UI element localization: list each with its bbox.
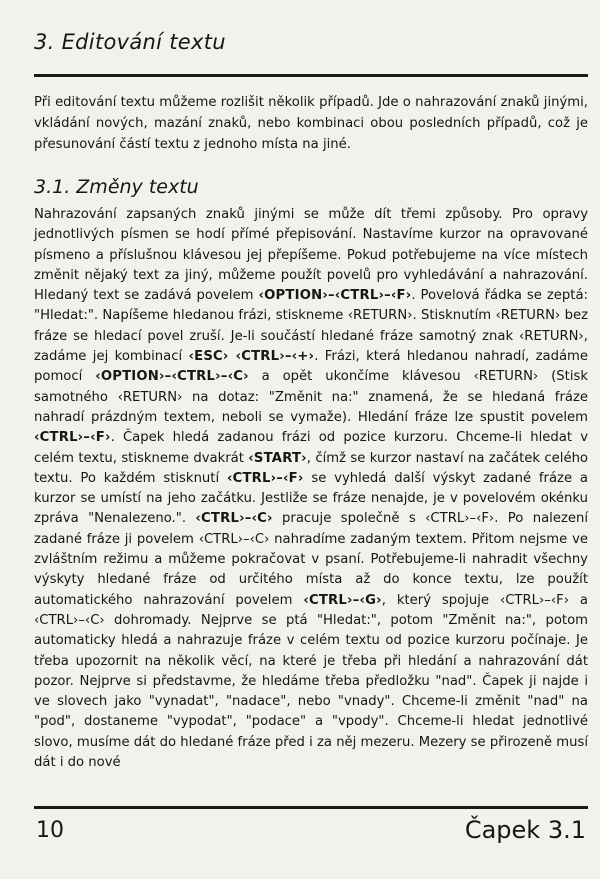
body-text-segment: . Čapek hledá zadanou frázi od pozice kurzoru. Chceme-li hledat v celém textu, stiskneme dvakrát <box>34 430 588 466</box>
section-title: 3.1. Změny textu <box>34 176 199 198</box>
footer-brand: Čapek 3.1 <box>464 816 586 844</box>
body-text-segment: a opět ukončíme klávesou ‹RETURN› (Stisk samotného ‹RETURN› na dotaz: "Změnit na:" znamená, že se hledaná fráze nahradí prázdným textem, neboli se vymaže). Hledání fráze lze spustit povelem <box>34 369 589 425</box>
key-command-esc-ctrl-plus: ‹ESC› ‹CTRL›–‹+› <box>188 349 315 365</box>
key-command-ctrl-f: ‹CTRL›–‹F› <box>226 470 304 486</box>
body-text-segment: Nahrazování zapsaných znaků jinými se může dít třemi způsoby. Pro opravy jednotlivých písmen se hodí přímé přepisování. Nastavíme kurzor na opravované písmeno a příslušnou klávesou jej přepíšeme. Pokud potřebujeme na více místech změnit nějaký text za jiný, můžeme použít povelů pro vyhledávání a nahrazování. Hledaný text se zadává povelem <box>34 207 588 304</box>
key-command-start: ‹START› <box>248 450 307 466</box>
body-text-segment: . Povelová řádka se zeptá: "Hledat:". Napíšeme hledanou frázi, stiskneme ‹RETURN›. Stisknutím ‹RETURN› bez fráze se hledací povel zruší. Je-li součástí hledané fráze samotný znak ‹RETURN›, zadáme jej kombinací <box>34 288 588 365</box>
key-command-ctrl-f: ‹CTRL›–‹F› <box>34 430 111 446</box>
key-command-ctrl-g: ‹CTRL›–‹G› <box>303 592 382 608</box>
body-text-segment: , který spojuje ‹CTRL›–‹F› a ‹CTRL›–‹C› dohromady. Nejprve se ptá "Hledat:", potom "Změnit na:", potom automaticky hledá a nahrazuje fráze v celém textu od pozice kurzoru počínaje. Je třeba upozornit na několik věcí, na které je třeba při hledání a nahrazování dát pozor. Nejprve si představme, že hledáme třeba předložku "nad". Čapek ji najde i ve slovech jako "vynadat", "nadace", nebo "vnady". Chceme-li změnit "nad" na "pod", dostaneme "vypodat", "podace" a "vpody". Chceme-li hledat jednotlivé slovo, musíme dát do hledané fráze před i za něj mezeru. Mezery se přirozeně musí dát i do nové <box>34 592 588 771</box>
intro-paragraph: Při editování textu můžeme rozlišit několik případů. Jde o nahrazování znaků jinými, vkládání nových, mazání znaků, nebo kombinaci obou posledních případů, což je přesunování částí textu z jednoho místa na jiné. <box>34 95 588 152</box>
key-command-ctrl-c: ‹CTRL›–‹C› <box>195 511 273 527</box>
chapter-title: 3. Editování textu <box>34 30 226 54</box>
bottom-rule <box>34 806 588 809</box>
key-command-option-ctrl-f: ‹OPTION›–‹CTRL›–‹F› <box>258 288 412 304</box>
body-text-segment: pracuje společně s ‹CTRL›–‹F›. Po nalezení zadané fráze ji povelem ‹CTRL›–‹C› nahradíme zadaným textem. Přitom nejsme ve zvláštním režimu a můžeme pokračovat v psaní. Potřebujeme-li nahradit všechny výskyty hledané fráze od určitého místa až do konce textu, lze použít automatického nahrazování povelem <box>34 511 588 608</box>
page-number: 10 <box>36 818 64 843</box>
body-paragraph <box>34 205 588 773</box>
body-text-segment: . Frázi, která hledanou nahradí, zadáme pomocí <box>34 349 588 385</box>
key-command-option-ctrl-c: ‹OPTION›–‹CTRL›–‹C› <box>95 369 249 385</box>
top-rule <box>34 74 588 77</box>
body-text-segment: se vyhledá další výskyt zadané fráze a kurzor se umístí na jeho začátku. Jestliže se fráze nenajde, je v povelovém okénku zpráva "Nenalezeno.". <box>34 470 588 527</box>
body-text-segment: , čímž se kurzor nastaví na začátek celého textu. Po každém stisknutí <box>34 450 588 486</box>
